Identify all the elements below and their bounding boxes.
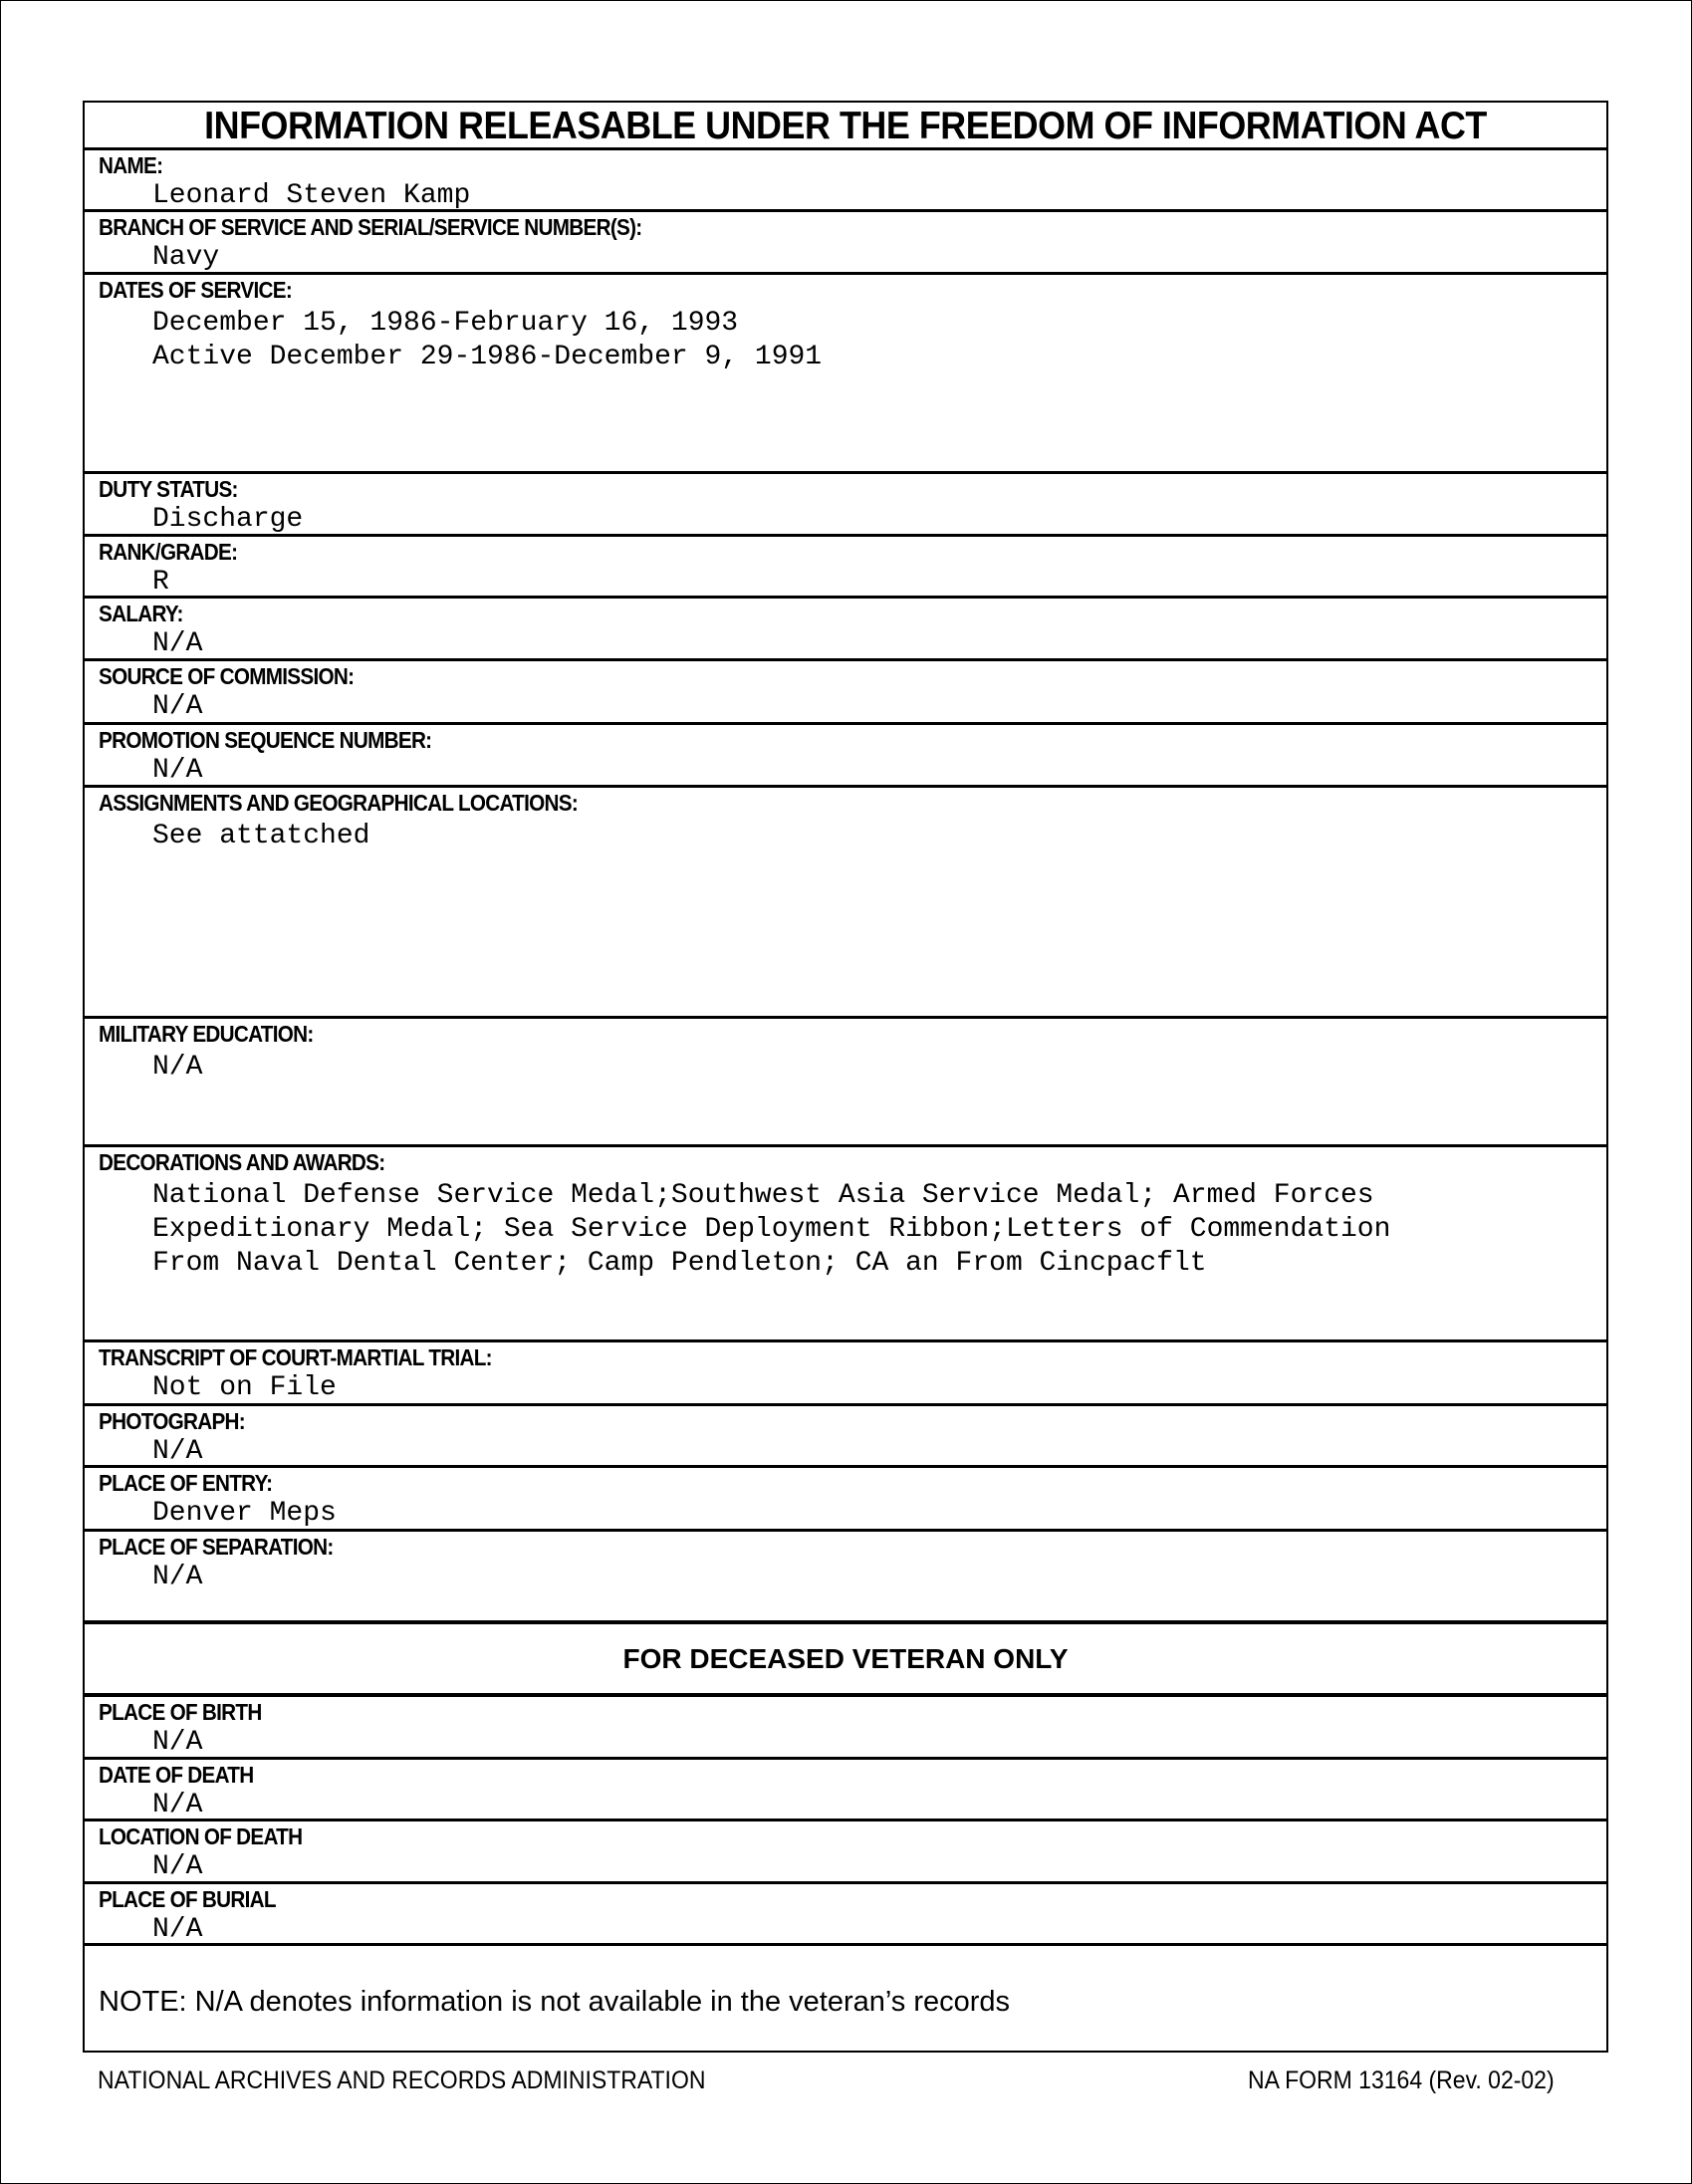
field-label: BRANCH OF SERVICE AND SERIAL/SERVICE NUMBER(S): — [99, 214, 642, 240]
field-duty-status — [85, 474, 1606, 537]
field-value: National Defense Service Medal;Southwest Asia Service Medal; Armed Forces — [152, 1180, 1374, 1211]
field-value: Leonard Steven Kamp — [152, 180, 471, 211]
field-label: DATES OF SERVICE: — [99, 277, 293, 303]
footer-form-number: NA FORM 13164 (Rev. 02-02) — [1248, 2066, 1555, 2094]
field-label: ASSIGNMENTS AND GEOGRAPHICAL LOCATIONS: — [99, 790, 579, 816]
field-label: SOURCE OF COMMISSION: — [99, 663, 355, 689]
deceased-section-header — [85, 1624, 1606, 1697]
field-label: PLACE OF ENTRY: — [99, 1470, 273, 1496]
field-label: DUTY STATUS: — [99, 476, 238, 502]
field-value: Denver Meps — [152, 1498, 337, 1529]
field-value: See attatched — [152, 821, 370, 851]
form-title: INFORMATION RELEASABLE UNDER THE FREEDOM OF INFORMATION ACT — [204, 105, 1487, 147]
field-branch — [85, 212, 1606, 275]
field-value: Discharge — [152, 504, 304, 535]
field-decorations — [85, 1147, 1606, 1342]
form-header — [85, 103, 1606, 150]
field-value: Not on File — [152, 1372, 337, 1403]
field-value: N/A — [152, 1052, 203, 1083]
field-dates — [85, 275, 1606, 474]
field-source-of-commission — [85, 661, 1606, 725]
footer-agency: NATIONAL ARCHIVES AND RECORDS ADMINISTRATION — [98, 2066, 706, 2094]
field-value: N/A — [152, 1727, 203, 1758]
field-label: RANK/GRADE: — [99, 539, 238, 565]
field-place-of-burial — [85, 1884, 1606, 1946]
field-value: N/A — [152, 691, 203, 722]
field-label: DECORATIONS AND AWARDS: — [99, 1149, 385, 1175]
field-place-of-separation — [85, 1532, 1606, 1624]
note-section — [85, 1946, 1606, 2055]
field-place-of-entry — [85, 1468, 1606, 1532]
field-value: Navy — [152, 242, 220, 273]
field-value: R — [152, 567, 169, 598]
field-label: NAME: — [99, 152, 163, 178]
field-value: N/A — [152, 1851, 203, 1882]
field-label: TRANSCRIPT OF COURT-MARTIAL TRIAL: — [99, 1344, 492, 1370]
field-location-of-death — [85, 1821, 1606, 1884]
field-salary — [85, 599, 1606, 661]
field-label: DATE OF DEATH — [99, 1762, 254, 1788]
field-rank — [85, 537, 1606, 599]
field-label: PLACE OF BURIAL — [99, 1886, 276, 1912]
field-label: PLACE OF BIRTH — [99, 1699, 262, 1725]
field-promotion-sequence — [85, 725, 1606, 788]
field-value: December 15, 1986-February 16, 1993 — [152, 308, 739, 339]
field-value: Active December 29-1986-December 9, 1991 — [152, 342, 823, 372]
field-military-education — [85, 1019, 1606, 1147]
field-label: PROMOTION SEQUENCE NUMBER: — [99, 727, 432, 753]
field-name — [85, 150, 1606, 212]
field-place-of-birth — [85, 1697, 1606, 1760]
foia-form — [83, 101, 1608, 2053]
field-value: N/A — [152, 628, 203, 659]
field-label: PLACE OF SEPARATION: — [99, 1534, 334, 1560]
field-value: N/A — [152, 1790, 203, 1820]
field-value: From Naval Dental Center; Camp Pendleton; CA an From Cincpacflt — [152, 1248, 1207, 1279]
field-label: SALARY: — [99, 601, 183, 626]
field-court-martial — [85, 1342, 1606, 1406]
field-value: N/A — [152, 755, 203, 786]
note-text: NOTE: N/A denotes information is not available in the veteran’s records — [99, 1986, 1011, 2018]
field-value: N/A — [152, 1914, 203, 1945]
field-value: N/A — [152, 1436, 203, 1467]
field-date-of-death — [85, 1760, 1606, 1821]
field-photograph — [85, 1406, 1606, 1468]
field-label: MILITARY EDUCATION: — [99, 1021, 314, 1047]
field-label: LOCATION OF DEATH — [99, 1823, 303, 1849]
field-assignments — [85, 788, 1606, 1019]
field-value: Expeditionary Medal; Sea Service Deployment Ribbon;Letters of Commendation — [152, 1214, 1391, 1245]
deceased-heading: FOR DECEASED VETERAN ONLY — [622, 1643, 1069, 1674]
field-value: N/A — [152, 1562, 203, 1592]
field-label: PHOTOGRAPH: — [99, 1408, 245, 1434]
